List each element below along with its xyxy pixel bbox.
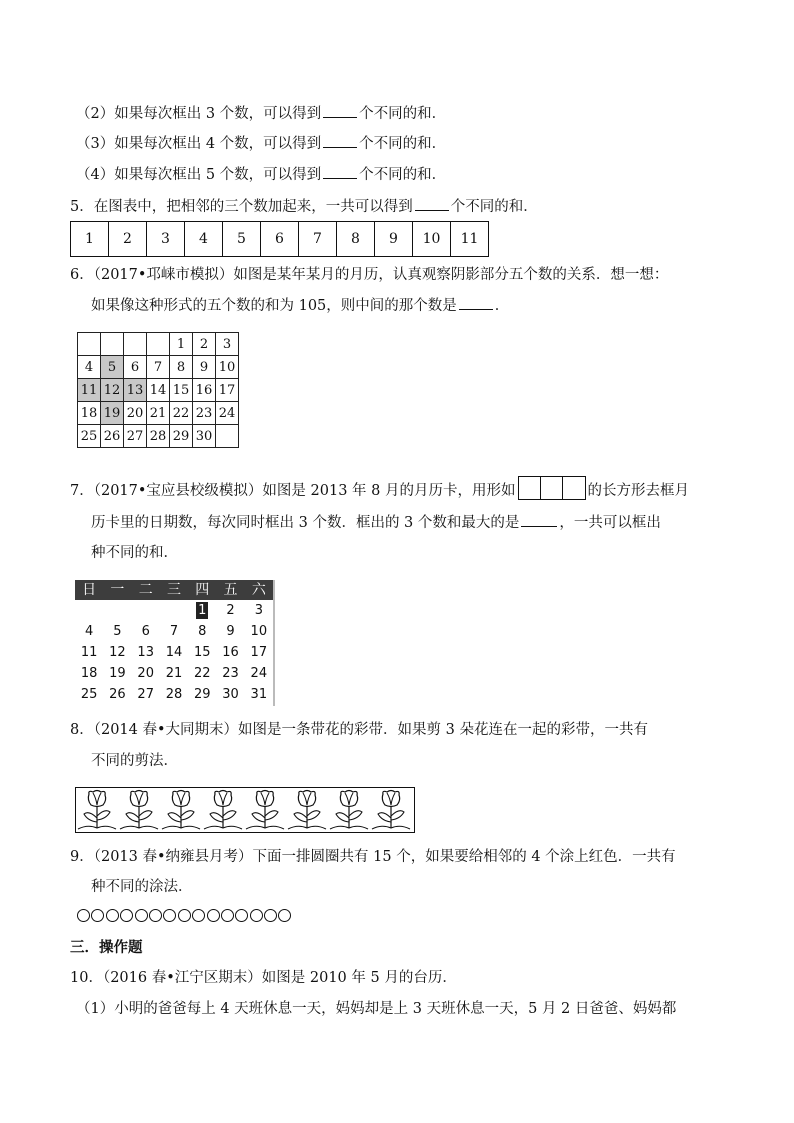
calendar-cell: 28 [147, 425, 170, 448]
calendar-cell: 30 [193, 425, 216, 448]
calendar-cell-shaded: 12 [101, 379, 124, 402]
circle-icon[interactable] [149, 909, 162, 922]
q4-item-3-tail: 个不同的和． [359, 136, 447, 152]
day-cell: 9 [226, 624, 235, 639]
strip-cell: 2 [109, 222, 147, 257]
q7-line-1 [70, 481, 689, 501]
circle-row [77, 909, 293, 922]
q7-line-2a: 历卡里的日期数，每次同时框出 3 个数．框出的 3 个数和最大的是 [91, 515, 520, 531]
calendar-cell: 7 [147, 356, 170, 379]
flower-icon [286, 788, 328, 832]
calendar-cell: 24 [216, 402, 239, 425]
calendar-cell [147, 333, 170, 356]
q7-line-1a: 7．（2017•宝应县校级模拟）如图是 2013 年 8 月的月历卡，用形如 [70, 483, 516, 499]
q6-tail: ． [494, 298, 510, 314]
circle-icon[interactable] [120, 909, 133, 922]
q4-item-4 [76, 164, 446, 185]
day-cell: 31 [250, 687, 268, 702]
day-cell: 3 [254, 603, 263, 618]
day-cell: 26 [109, 687, 126, 702]
calendar-cell: 4 [78, 356, 101, 379]
circle-icon[interactable] [278, 909, 291, 922]
weekday: 六 [251, 582, 266, 598]
flower-icon [328, 788, 370, 832]
day-cell: 4 [85, 624, 94, 639]
calendar-cell: 29 [170, 425, 193, 448]
circle-icon[interactable] [250, 909, 263, 922]
flower-icon [76, 788, 118, 832]
circle-icon[interactable] [264, 909, 277, 922]
q4-item-2-text: （2）如果每次框出 3 个数，可以得到 [76, 106, 322, 122]
calendar-cell: 6 [124, 356, 147, 379]
day-cell: 12 [109, 645, 126, 660]
q9-line-1: 9．（2013 春•纳雍县月考）下面一排圆圈共有 15 个，如果要给相邻的 4 个涂上红色．一共有 [70, 849, 676, 865]
day-cell: 21 [165, 666, 183, 681]
day-cell: 6 [141, 624, 150, 639]
week-row [75, 621, 273, 642]
q5-question [70, 196, 538, 217]
answer-blank[interactable] [459, 295, 493, 310]
day-cell: 22 [193, 666, 211, 681]
q9-line-2: 种不同的涂法． [91, 879, 193, 895]
calendar-cell: 1 [170, 333, 193, 356]
day-cell: 2 [226, 603, 235, 618]
q10-line-1: 10．（2016 春•江宁区期末）如图是 2010 年 5 月的台历． [70, 970, 457, 986]
calendar-cell: 2 [193, 333, 216, 356]
flower-icon [118, 788, 160, 832]
calendar-cell-shaded: 11 [78, 379, 101, 402]
strip-cell: 3 [147, 222, 185, 257]
calendar-cell [101, 333, 124, 356]
day-cell: 13 [137, 645, 154, 660]
q7-line-2b: ，一共可以框出 [559, 515, 661, 531]
calendar-cell: 16 [193, 379, 216, 402]
day-cell [132, 600, 160, 621]
week-row [75, 663, 273, 684]
calendar-cell [124, 333, 147, 356]
weekday: 二 [138, 582, 153, 598]
day-cell: 28 [165, 687, 183, 702]
q7-line-3: 种不同的和． [91, 545, 178, 561]
day-cell: 27 [137, 687, 154, 702]
circle-icon[interactable] [221, 909, 234, 922]
strip-cell: 6 [261, 222, 299, 257]
day-cell: 15 [193, 645, 211, 660]
weekday: 三 [166, 582, 181, 598]
day-cell [103, 600, 131, 621]
circle-icon[interactable] [207, 909, 220, 922]
q4-item-4-tail: 个不同的和． [359, 167, 447, 183]
circle-icon[interactable] [106, 909, 119, 922]
calendar-cell: 25 [78, 425, 101, 448]
q4-item-2 [76, 103, 446, 124]
day-cell: 10 [250, 624, 268, 639]
q5-tail: 个不同的和． [450, 199, 538, 215]
calendar-cell-shaded: 5 [101, 356, 124, 379]
strip-cell: 5 [223, 222, 261, 257]
answer-blank[interactable] [415, 196, 449, 211]
day-cell: 20 [137, 666, 154, 681]
calendar-cell: 3 [216, 333, 239, 356]
calendar-cell: 17 [216, 379, 239, 402]
calendar-cell-shaded: 13 [124, 379, 147, 402]
section-title: 三．操作题 [70, 940, 143, 956]
q6-line-2 [91, 295, 509, 316]
answer-blank[interactable] [323, 103, 357, 118]
weekday: 一 [110, 582, 125, 598]
day-cell: 5 [113, 624, 122, 639]
calendar-cell: 20 [124, 402, 147, 425]
strip-cell: 9 [375, 222, 413, 257]
q6-calendar [77, 332, 239, 448]
circle-icon[interactable] [178, 909, 191, 922]
calendar-cell: 23 [193, 402, 216, 425]
q6-line-2-text: 如果像这种形式的五个数的和为 105，则中间的那个数是 [91, 298, 457, 314]
q6-line-1: 6．（2017•邛崃市模拟）如图是某年某月的月历，认真观察阴影部分五个数的关系．想一想： [70, 267, 669, 283]
day-cell: 18 [80, 666, 98, 681]
q5-text: 5．在图表中，把相邻的三个数加起来，一共可以得到 [70, 199, 413, 215]
day-cell [188, 600, 216, 621]
week-row [75, 600, 273, 621]
calendar-cell: 15 [170, 379, 193, 402]
flower-icon [370, 788, 412, 832]
day-cell: 19 [109, 666, 126, 681]
answer-blank[interactable] [323, 164, 357, 179]
calendar-cell: 26 [101, 425, 124, 448]
answer-blank[interactable] [521, 512, 557, 527]
q8-line-1: 8．（2014 春•大同期末）如图是一条带花的彩带．如果剪 3 朵花连在一起的彩带，一共有 [70, 722, 648, 738]
q10-line-2: （1）小明的爸爸每上 4 天班休息一天，妈妈却是上 3 天班休息一天，5 月 2 日爸爸、妈妈都 [76, 1001, 677, 1017]
weekday-header [75, 580, 273, 600]
flower-icon [160, 788, 202, 832]
week-row [75, 642, 273, 663]
number-strip [70, 221, 489, 257]
q8-line-2: 不同的剪法． [91, 753, 178, 769]
week-row [75, 684, 273, 705]
calendar-cell: 27 [124, 425, 147, 448]
flower-icon [202, 788, 244, 832]
day-cell [160, 600, 188, 621]
three-cell-frame-icon [518, 476, 586, 500]
q4-item-3-text: （3）如果每次框出 4 个数，可以得到 [76, 136, 322, 152]
q4-item-2-tail: 个不同的和． [359, 106, 447, 122]
circle-icon[interactable] [192, 909, 205, 922]
day-cell: 11 [80, 645, 98, 660]
day-cell [75, 600, 103, 621]
weekday: 日 [82, 582, 97, 598]
circle-icon[interactable] [163, 909, 176, 922]
q7-calendar [75, 580, 275, 706]
strip-cell: 11 [451, 222, 489, 257]
day-cell: 25 [80, 687, 98, 702]
calendar-cell: 10 [216, 356, 239, 379]
day-cell-highlighted: 1 [198, 603, 207, 618]
calendar-cell: 18 [78, 402, 101, 425]
day-cell: 8 [198, 624, 207, 639]
strip-cell: 4 [185, 222, 223, 257]
circle-icon[interactable] [91, 909, 104, 922]
calendar-cell: 8 [170, 356, 193, 379]
day-cell: 29 [193, 687, 211, 702]
day-cell: 7 [169, 624, 179, 639]
day-cell: 24 [250, 666, 268, 681]
day-cell: 23 [222, 666, 239, 681]
strip-cell: 8 [337, 222, 375, 257]
day-cell: 17 [250, 645, 268, 660]
day-cell: 16 [222, 645, 239, 660]
answer-blank[interactable] [323, 133, 357, 148]
flower-ribbon [75, 787, 415, 833]
strip-cell: 10 [413, 222, 451, 257]
weekday: 四 [195, 582, 210, 598]
calendar-cell: 9 [193, 356, 216, 379]
calendar-cell [78, 333, 101, 356]
calendar-cell: 22 [170, 402, 193, 425]
strip-cell: 7 [299, 222, 337, 257]
day-cell: 30 [222, 687, 239, 702]
q4-item-3 [76, 133, 446, 154]
calendar-cell-shaded: 19 [101, 402, 124, 425]
calendar-cell: 21 [147, 402, 170, 425]
q7-line-1b: 的长方形去框月 [587, 483, 689, 499]
weekday: 五 [223, 582, 238, 598]
calendar-cell: 14 [147, 379, 170, 402]
strip-cell: 1 [71, 222, 109, 257]
q4-item-4-text: （4）如果每次框出 5 个数，可以得到 [76, 167, 322, 183]
day-cell: 14 [165, 645, 183, 660]
q7-line-2 [91, 512, 661, 533]
flower-icon [244, 788, 286, 832]
calendar-cell [216, 425, 239, 448]
circle-icon[interactable] [77, 909, 90, 922]
circle-icon[interactable] [135, 909, 148, 922]
circle-icon[interactable] [235, 909, 248, 922]
